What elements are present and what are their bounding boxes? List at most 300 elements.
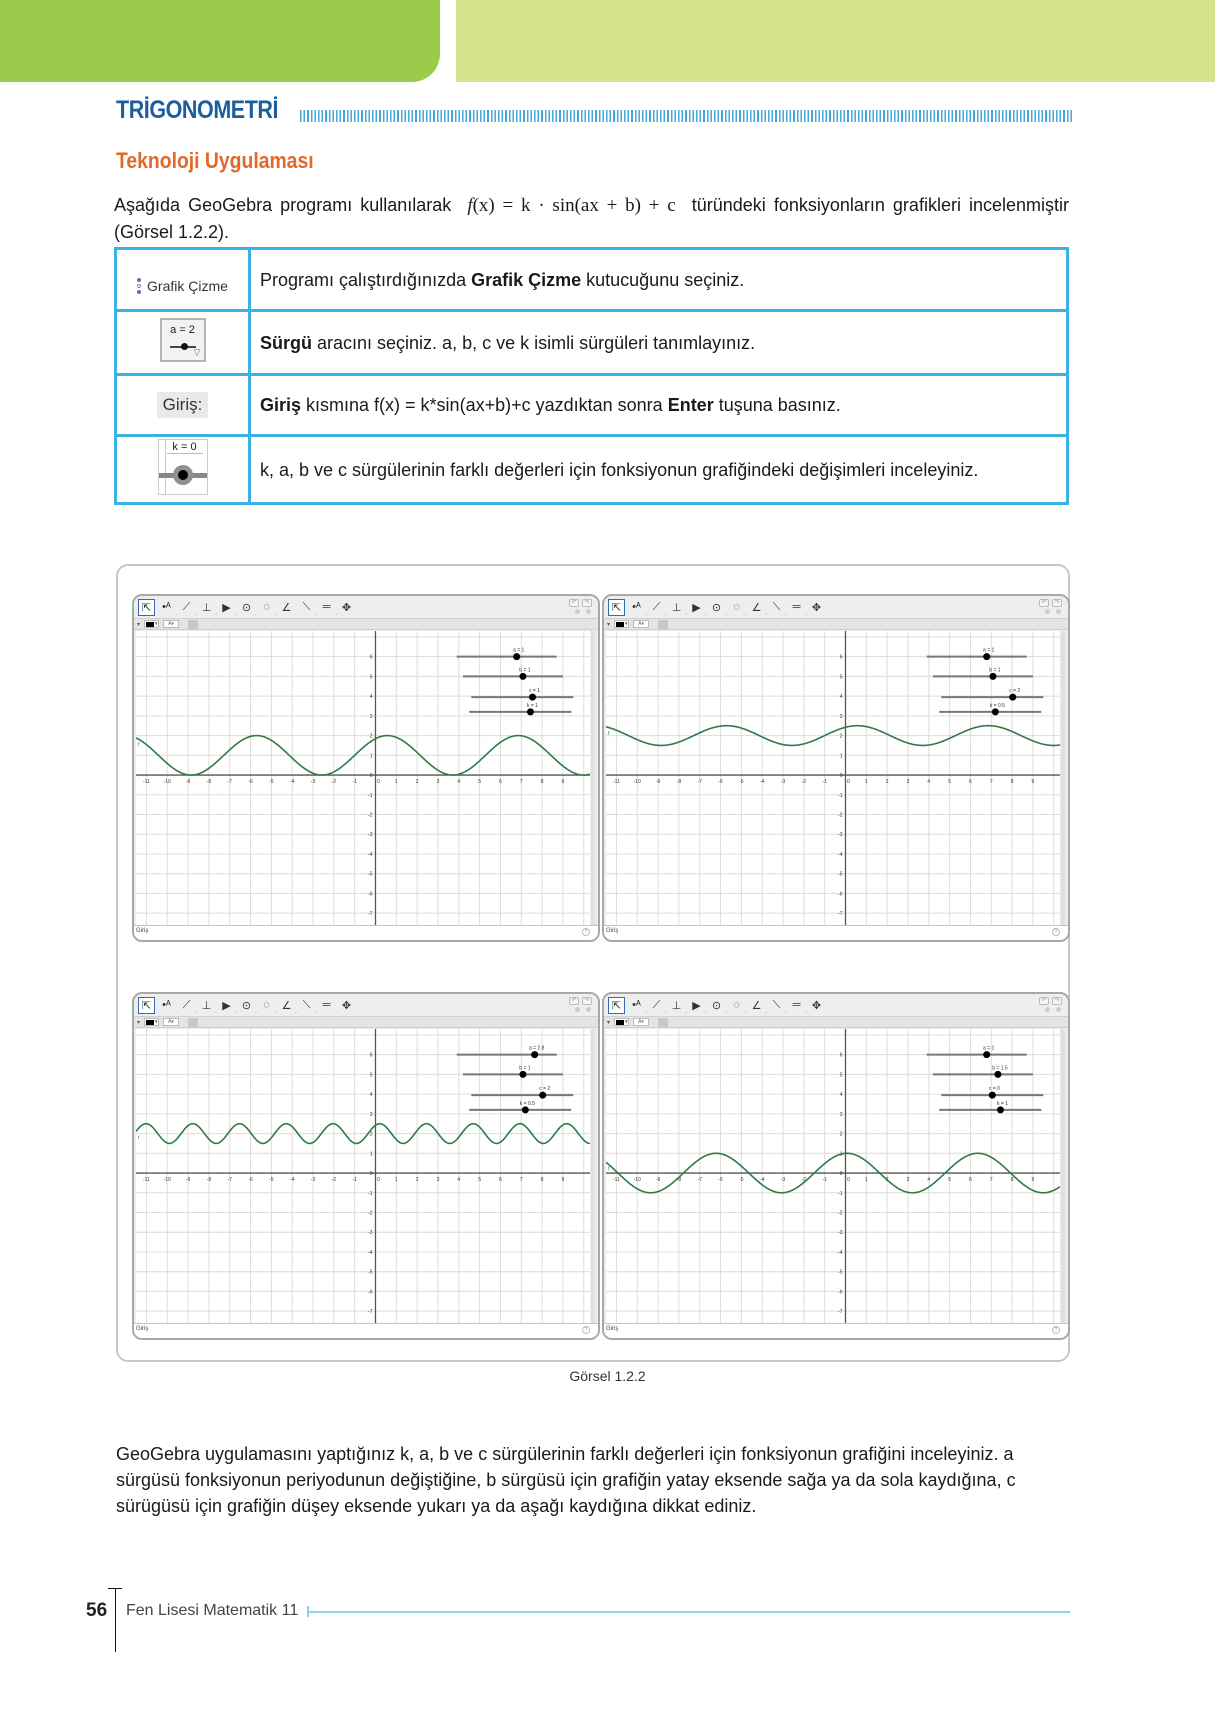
step-text xyxy=(250,436,1068,504)
svg-text:6: 6 xyxy=(369,1052,373,1059)
move-tool-icon[interactable]: ⇱ xyxy=(608,599,625,616)
svg-text:c = 2: c = 2 xyxy=(539,1086,551,1093)
svg-text:-1: -1 xyxy=(352,1177,357,1184)
graphics-scrollbar[interactable] xyxy=(1061,1029,1065,1323)
svg-text:-5: -5 xyxy=(269,1177,274,1184)
help-icon[interactable]: ? xyxy=(582,1326,590,1334)
point-tool-icon[interactable]: •ᴬ ◦ xyxy=(162,999,177,1016)
svg-text:7: 7 xyxy=(519,779,523,786)
input-bar-label: Giriş xyxy=(606,1326,619,1332)
polygon-tool-icon[interactable]: ▶ ◦ xyxy=(692,601,707,618)
slider-tool-icon[interactable]: ═ ◦ xyxy=(322,601,337,618)
svg-text:2: 2 xyxy=(369,733,373,740)
svg-text:-5: -5 xyxy=(838,871,843,878)
help-dot-icon[interactable] xyxy=(1045,609,1050,614)
svg-text:-2: -2 xyxy=(331,779,337,786)
move-view-tool-icon[interactable]: ✥ xyxy=(341,601,352,614)
move-tool-icon[interactable]: ⇱ xyxy=(138,997,155,1014)
step-text-bold: Grafik Çizme xyxy=(471,269,582,290)
svg-text:-4: -4 xyxy=(368,851,373,858)
perpendicular-tool-icon[interactable]: ⊥ ◦ xyxy=(671,999,687,1016)
svg-text:3: 3 xyxy=(839,1111,843,1118)
book-title: Fen Lisesi Matematik 11 xyxy=(126,1602,299,1619)
svg-text:6: 6 xyxy=(969,779,972,786)
point-tool-icon[interactable]: •ᴬ ◦ xyxy=(632,999,647,1016)
svg-text:2: 2 xyxy=(885,1177,889,1184)
redo-icon[interactable]: ↷ xyxy=(1052,997,1062,1005)
conic-tool-icon[interactable]: ◌ ◦ xyxy=(263,999,277,1016)
slider-tool-icon[interactable]: ═ ◦ xyxy=(792,601,807,618)
svg-text:-6: -6 xyxy=(248,779,253,786)
footer-rule xyxy=(307,1611,1070,1613)
svg-text:2: 2 xyxy=(415,779,419,786)
point-tool-icon[interactable]: •ᴬ ◦ xyxy=(162,601,177,618)
undo-icon[interactable]: ↶ xyxy=(569,599,579,607)
svg-text:-11: -11 xyxy=(612,779,620,786)
svg-text:-8: -8 xyxy=(206,779,212,786)
figure-caption xyxy=(0,1368,1215,1384)
perpendicular-tool-icon[interactable]: ⊥ ◦ xyxy=(201,601,217,618)
svg-text:-1: -1 xyxy=(368,1190,373,1197)
svg-text:-3: -3 xyxy=(780,779,786,786)
svg-text:-3: -3 xyxy=(780,1177,786,1184)
undo-icon[interactable]: ↶ xyxy=(1039,997,1049,1005)
move-tool-icon[interactable]: ⇱ xyxy=(608,997,625,1014)
svg-text:-2: -2 xyxy=(838,812,843,819)
svg-text:1: 1 xyxy=(369,1151,373,1158)
svg-text:-6: -6 xyxy=(368,891,373,898)
geogebra-toolbar xyxy=(604,994,1068,1016)
svg-text:5: 5 xyxy=(839,1072,843,1079)
svg-text:3: 3 xyxy=(369,1111,373,1118)
svg-text:6: 6 xyxy=(499,779,502,786)
circle-tool-icon[interactable]: ⊙ ◦ xyxy=(241,601,257,618)
svg-text:3: 3 xyxy=(369,713,373,720)
help-dot-icon[interactable] xyxy=(575,609,580,614)
geogebra-window xyxy=(602,594,1070,942)
svg-text:3: 3 xyxy=(906,779,910,786)
slider-tool-label: a = 2 xyxy=(170,324,195,336)
undo-icon[interactable]: ↶ xyxy=(1039,599,1049,607)
svg-text:-7: -7 xyxy=(227,779,232,786)
svg-text:0: 0 xyxy=(369,773,373,780)
slider-point-label: k = 0 xyxy=(167,441,203,454)
slider-tool-icon[interactable]: ═ ◦ xyxy=(322,999,337,1016)
graphics-scrollbar[interactable] xyxy=(1061,631,1065,925)
text-style-picker[interactable]: A▾ xyxy=(633,1018,649,1026)
svg-text:-5: -5 xyxy=(739,779,744,786)
svg-text:4: 4 xyxy=(839,1092,843,1099)
svg-text:2: 2 xyxy=(885,779,889,786)
svg-text:-11: -11 xyxy=(142,1177,150,1184)
svg-text:c = 2: c = 2 xyxy=(1009,688,1021,695)
svg-text:-6: -6 xyxy=(718,779,723,786)
conic-tool-icon[interactable]: ◌ ◦ xyxy=(733,999,747,1016)
svg-text:4: 4 xyxy=(927,779,931,786)
intro-paragraph xyxy=(114,192,1069,246)
svg-text:-2: -2 xyxy=(838,1210,843,1217)
svg-text:-4: -4 xyxy=(838,1249,843,1256)
slider-k-handle xyxy=(527,708,534,715)
circle-tool-icon[interactable]: ⊙ ◦ xyxy=(711,601,727,618)
step-text-mid: kısmına f(x) = k*sin(ax+b)+c yazdıktan sonra xyxy=(301,395,668,415)
step-text xyxy=(250,249,1068,311)
svg-text:7: 7 xyxy=(989,779,993,786)
svg-text:f: f xyxy=(608,1166,610,1173)
perpendicular-tool-icon[interactable]: ⊥ ◦ xyxy=(201,999,217,1016)
svg-text:2: 2 xyxy=(839,733,843,740)
formula-f: f xyxy=(467,195,473,216)
move-view-tool-icon[interactable]: ✥ xyxy=(811,999,822,1012)
svg-text:-9: -9 xyxy=(185,1177,191,1184)
line-tool-icon[interactable]: ⟋ ◦ xyxy=(652,600,667,618)
chapter-title: TRİGONOMETRİ xyxy=(116,96,279,124)
svg-text:7: 7 xyxy=(519,1177,523,1184)
svg-text:5: 5 xyxy=(369,674,373,681)
step-text-bold: Giriş xyxy=(260,395,302,415)
step-icon-cell xyxy=(116,311,250,375)
svg-text:1: 1 xyxy=(864,779,868,786)
svg-text:-8: -8 xyxy=(676,1177,682,1184)
svg-text:-10: -10 xyxy=(163,779,171,786)
svg-text:-2: -2 xyxy=(368,1210,373,1217)
svg-text:3: 3 xyxy=(436,779,440,786)
svg-text:7: 7 xyxy=(989,1177,993,1184)
slider-a-handle xyxy=(983,1051,990,1058)
svg-text:-1: -1 xyxy=(368,792,373,799)
svg-text:9: 9 xyxy=(561,1177,565,1184)
geogebra-style-bar xyxy=(604,1016,1068,1028)
figure-geogebra-screenshots xyxy=(116,564,1070,1362)
step-text-bold: Sürgü xyxy=(260,332,312,353)
svg-text:2: 2 xyxy=(415,1177,419,1184)
svg-text:8: 8 xyxy=(540,1177,544,1184)
geogebra-style-bar xyxy=(134,1016,598,1028)
svg-text:-1: -1 xyxy=(838,792,843,799)
svg-text:c = 1: c = 1 xyxy=(529,688,541,695)
svg-text:-6: -6 xyxy=(718,1177,723,1184)
svg-text:3: 3 xyxy=(906,1177,910,1184)
svg-text:f: f xyxy=(138,1135,140,1142)
svg-text:0: 0 xyxy=(369,1171,373,1178)
svg-text:5: 5 xyxy=(948,1177,952,1184)
outro-paragraph: GeoGebra uygulamasını yaptığınız k, a, b ve c sürgülerinin farklı değerleri için fonksiyonun grafiğini inceleyiniz. a sürgüsü fonksiyonun periyodunun değiştiğine, b sürgüsü için grafiğin yatay eksende sağa ya da sola kaydığına, c sürügüsü için grafiğin düşey eksende yukarı ya da aşağı kaydığına dikkat ediniz. xyxy=(116,1444,1016,1516)
svg-text:6: 6 xyxy=(369,654,373,661)
reflect-tool-icon[interactable]: ⟍ ◦ xyxy=(302,600,317,618)
svg-text:-4: -4 xyxy=(759,1177,765,1184)
step-text-post: aracını seçiniz. a, b, c ve k isimli sürgüleri tanımlayınız. xyxy=(312,332,756,353)
footer-divider xyxy=(115,1588,116,1652)
reflect-tool-icon[interactable]: ⟍ ◦ xyxy=(302,998,317,1016)
step-text-bold2: Enter xyxy=(667,395,714,415)
svg-text:a = 1: a = 1 xyxy=(983,1045,995,1052)
svg-text:4: 4 xyxy=(457,779,461,786)
help-icon[interactable]: ? xyxy=(582,928,590,936)
help-icon[interactable]: ? xyxy=(1052,928,1060,936)
svg-text:5: 5 xyxy=(478,779,482,786)
svg-text:k = 1: k = 1 xyxy=(526,702,538,709)
settings-dot-icon[interactable] xyxy=(1056,609,1061,614)
svg-text:0: 0 xyxy=(847,779,850,786)
color-picker[interactable]: ▾ xyxy=(614,1018,629,1026)
svg-text:-7: -7 xyxy=(368,1309,373,1316)
graphics-view[interactable] xyxy=(136,1029,590,1323)
input-bar-icon: Giriş: xyxy=(157,392,209,418)
geogebra-toolbar xyxy=(134,994,598,1016)
svg-text:-3: -3 xyxy=(368,832,373,839)
svg-text:9: 9 xyxy=(1031,1177,1035,1184)
geogebra-style-bar xyxy=(134,618,598,630)
svg-text:-4: -4 xyxy=(368,1249,373,1256)
slider-tool-icon[interactable]: ═ ◦ xyxy=(792,999,807,1016)
svg-text:4: 4 xyxy=(369,1092,373,1099)
line-tool-icon[interactable]: ⟋ ◦ xyxy=(182,600,197,618)
redo-icon[interactable]: ↷ xyxy=(582,997,592,1005)
intro-after: türündeki fonksiyonların grafikleri incelenmiştir (Görsel 1.2.2). xyxy=(114,195,1070,242)
svg-text:4: 4 xyxy=(369,694,373,701)
slider-point-icon xyxy=(158,439,208,495)
svg-text:0: 0 xyxy=(377,779,380,786)
text-style-picker[interactable]: A▾ xyxy=(163,620,179,628)
svg-text:k = 0.5: k = 0.5 xyxy=(519,1100,535,1107)
color-picker[interactable]: ▾ xyxy=(614,620,629,628)
graphics-view[interactable] xyxy=(136,631,590,925)
collapse-caret-icon[interactable]: ▾ xyxy=(607,621,611,628)
svg-text:-3: -3 xyxy=(838,832,843,839)
page-number: 56 xyxy=(86,1600,108,1621)
step-row xyxy=(116,375,1068,436)
move-tool-icon[interactable]: ⇱ xyxy=(138,599,155,616)
input-bar[interactable] xyxy=(604,1323,1068,1338)
slider-k-handle xyxy=(522,1106,529,1113)
redo-icon[interactable]: ↷ xyxy=(1052,599,1062,607)
step-text-post: kutucuğunu seçiniz. xyxy=(581,269,745,290)
pin-icon[interactable] xyxy=(658,1018,668,1027)
graphics-view[interactable] xyxy=(606,1029,1060,1323)
svg-text:1: 1 xyxy=(369,753,373,760)
graphics-scrollbar[interactable] xyxy=(591,631,595,925)
pin-icon[interactable] xyxy=(188,1018,198,1027)
svg-text:-4: -4 xyxy=(759,779,765,786)
svg-text:-1: -1 xyxy=(838,1190,843,1197)
svg-text:4: 4 xyxy=(839,694,843,701)
svg-text:3: 3 xyxy=(436,1177,440,1184)
geogebra-style-bar xyxy=(604,618,1068,630)
line-tool-icon[interactable]: ⟋ ◦ xyxy=(182,998,197,1016)
slider-a-handle xyxy=(513,653,520,660)
input-bar[interactable] xyxy=(134,925,598,940)
input-bar-label: Giriş xyxy=(136,1326,149,1332)
svg-text:-8: -8 xyxy=(676,779,682,786)
svg-text:f: f xyxy=(138,741,140,748)
angle-tool-icon[interactable]: ∠ ◦ xyxy=(281,601,297,618)
step-text xyxy=(250,311,1068,375)
svg-text:-4: -4 xyxy=(289,1177,295,1184)
svg-text:-9: -9 xyxy=(655,1177,661,1184)
svg-text:-1: -1 xyxy=(352,779,357,786)
header-band-left xyxy=(0,0,440,82)
step-row xyxy=(116,311,1068,375)
angle-tool-icon[interactable]: ∠ ◦ xyxy=(281,999,297,1016)
step-text-post: tuşuna basınız. xyxy=(713,395,841,415)
svg-text:-3: -3 xyxy=(838,1230,843,1237)
section-title: Teknoloji Uygulaması xyxy=(116,148,314,173)
svg-text:-7: -7 xyxy=(838,911,843,918)
svg-text:2: 2 xyxy=(369,1131,373,1138)
slider-c-handle xyxy=(529,694,536,701)
angle-tool-icon[interactable]: ∠ ◦ xyxy=(751,601,767,618)
svg-text:5: 5 xyxy=(369,1072,373,1079)
svg-text:-7: -7 xyxy=(697,779,702,786)
svg-text:1: 1 xyxy=(839,753,843,760)
svg-text:-1: -1 xyxy=(822,779,827,786)
svg-text:-9: -9 xyxy=(185,779,191,786)
svg-text:1: 1 xyxy=(839,1151,843,1158)
pin-icon[interactable] xyxy=(188,620,198,629)
svg-text:a = 1: a = 1 xyxy=(983,647,995,654)
step-icon-cell xyxy=(116,249,250,311)
svg-text:-6: -6 xyxy=(248,1177,253,1184)
chapter-rule xyxy=(300,110,1072,122)
slider-c-handle xyxy=(1009,694,1016,701)
svg-text:5: 5 xyxy=(839,674,843,681)
svg-text:-2: -2 xyxy=(331,1177,337,1184)
formula-body: (x) = k · sin(ax + b) + c xyxy=(472,195,676,216)
instructions-table xyxy=(114,247,1069,505)
help-dot-icon[interactable] xyxy=(1045,1007,1050,1012)
svg-text:-5: -5 xyxy=(368,871,373,878)
settings-dot-icon[interactable] xyxy=(586,1007,591,1012)
svg-text:-7: -7 xyxy=(838,1309,843,1316)
svg-text:1: 1 xyxy=(864,1177,868,1184)
geogebra-window xyxy=(132,992,600,1340)
geogebra-toolbar xyxy=(134,596,598,618)
svg-text:5: 5 xyxy=(478,1177,482,1184)
svg-text:8: 8 xyxy=(1010,1177,1014,1184)
svg-text:-5: -5 xyxy=(838,1269,843,1276)
svg-text:0: 0 xyxy=(839,773,843,780)
svg-text:-10: -10 xyxy=(163,1177,171,1184)
settings-dot-icon[interactable] xyxy=(1056,1007,1061,1012)
svg-text:-8: -8 xyxy=(206,1177,212,1184)
collapse-caret-icon[interactable]: ▾ xyxy=(607,1019,611,1026)
svg-text:-1: -1 xyxy=(822,1177,827,1184)
collapse-caret-icon[interactable]: ▾ xyxy=(137,621,141,628)
input-bar-label: Giriş xyxy=(606,928,619,934)
color-picker[interactable]: ▾ xyxy=(144,620,159,628)
move-view-tool-icon[interactable]: ✥ xyxy=(811,601,822,614)
graphics-view[interactable] xyxy=(606,631,1060,925)
svg-text:b = 1: b = 1 xyxy=(519,667,531,674)
slider-c-handle xyxy=(539,1092,546,1099)
svg-text:-10: -10 xyxy=(633,1177,641,1184)
text-style-picker[interactable]: A▾ xyxy=(163,1018,179,1026)
polygon-tool-icon[interactable]: ▶ ◦ xyxy=(222,999,237,1016)
svg-text:9: 9 xyxy=(1031,779,1035,786)
svg-text:6: 6 xyxy=(969,1177,972,1184)
line-tool-icon[interactable]: ⟋ ◦ xyxy=(652,998,667,1016)
svg-text:f: f xyxy=(608,730,610,737)
polygon-tool-icon[interactable]: ▶ ◦ xyxy=(222,601,237,618)
svg-text:-9: -9 xyxy=(655,779,661,786)
slider-b-handle xyxy=(989,673,996,680)
help-dot-icon[interactable] xyxy=(575,1007,580,1012)
move-view-tool-icon[interactable]: ✥ xyxy=(341,999,352,1012)
step-text xyxy=(250,375,1068,436)
svg-text:6: 6 xyxy=(839,654,843,661)
circle-tool-icon[interactable]: ⊙ ◦ xyxy=(241,999,257,1016)
settings-dot-icon[interactable] xyxy=(586,609,591,614)
point-tool-icon[interactable]: •ᴬ ◦ xyxy=(632,601,647,618)
reflect-tool-icon[interactable]: ⟍ ◦ xyxy=(772,998,787,1016)
svg-text:a = 1: a = 1 xyxy=(513,647,525,654)
circle-tool-icon[interactable]: ⊙ ◦ xyxy=(711,999,727,1016)
svg-text:9: 9 xyxy=(561,779,565,786)
step-row xyxy=(116,249,1068,311)
slider-tool-icon: a = 2 ▽ xyxy=(160,318,206,362)
slider-k-handle xyxy=(992,708,999,715)
color-picker[interactable]: ▾ xyxy=(144,1018,159,1026)
input-bar[interactable] xyxy=(604,925,1068,940)
redo-icon[interactable]: ↷ xyxy=(582,599,592,607)
input-bar[interactable] xyxy=(134,1323,598,1338)
slider-a-handle xyxy=(531,1051,538,1058)
angle-tool-icon[interactable]: ∠ ◦ xyxy=(751,999,767,1016)
polygon-tool-icon[interactable]: ▶ ◦ xyxy=(692,999,707,1016)
step-icon-cell xyxy=(116,375,250,436)
svg-text:0: 0 xyxy=(377,1177,380,1184)
graphics-scrollbar[interactable] xyxy=(591,1029,595,1323)
slider-k-handle xyxy=(997,1106,1004,1113)
svg-text:-2: -2 xyxy=(368,812,373,819)
geogebra-window xyxy=(132,594,600,942)
svg-text:-2: -2 xyxy=(801,779,807,786)
svg-text:0: 0 xyxy=(839,1171,843,1178)
formula xyxy=(467,195,675,216)
grafik-cizme-icon xyxy=(137,278,228,294)
slider-c-handle xyxy=(989,1092,996,1099)
svg-text:4: 4 xyxy=(457,1177,461,1184)
svg-text:-3: -3 xyxy=(310,1177,316,1184)
svg-text:-7: -7 xyxy=(368,911,373,918)
svg-text:3: 3 xyxy=(839,713,843,720)
slider-b-handle xyxy=(994,1071,1001,1078)
undo-icon[interactable]: ↶ xyxy=(569,997,579,1005)
perpendicular-tool-icon[interactable]: ⊥ ◦ xyxy=(671,601,687,618)
pin-icon[interactable] xyxy=(658,620,668,629)
reflect-tool-icon[interactable]: ⟍ ◦ xyxy=(772,600,787,618)
svg-text:-5: -5 xyxy=(739,1177,744,1184)
intro-before: Aşağıda GeoGebra programı kullanılarak xyxy=(114,195,452,215)
grafik-cizme-label: Grafik Çizme xyxy=(147,277,228,294)
conic-tool-icon[interactable]: ◌ ◦ xyxy=(263,601,277,618)
svg-text:-11: -11 xyxy=(612,1177,620,1184)
collapse-caret-icon[interactable]: ▾ xyxy=(137,1019,141,1026)
geogebra-window xyxy=(602,992,1070,1340)
svg-text:-5: -5 xyxy=(368,1269,373,1276)
svg-text:-2: -2 xyxy=(801,1177,807,1184)
svg-text:2: 2 xyxy=(839,1131,843,1138)
step-icon-cell xyxy=(116,436,250,504)
svg-text:-4: -4 xyxy=(838,851,843,858)
svg-text:k = 1: k = 1 xyxy=(996,1100,1008,1107)
input-bar-label: Giriş xyxy=(136,928,149,934)
svg-text:-3: -3 xyxy=(368,1230,373,1237)
svg-text:-6: -6 xyxy=(368,1289,373,1296)
conic-tool-icon[interactable]: ◌ ◦ xyxy=(733,601,747,618)
help-icon[interactable]: ? xyxy=(1052,1326,1060,1334)
text-style-picker[interactable]: A▾ xyxy=(633,620,649,628)
